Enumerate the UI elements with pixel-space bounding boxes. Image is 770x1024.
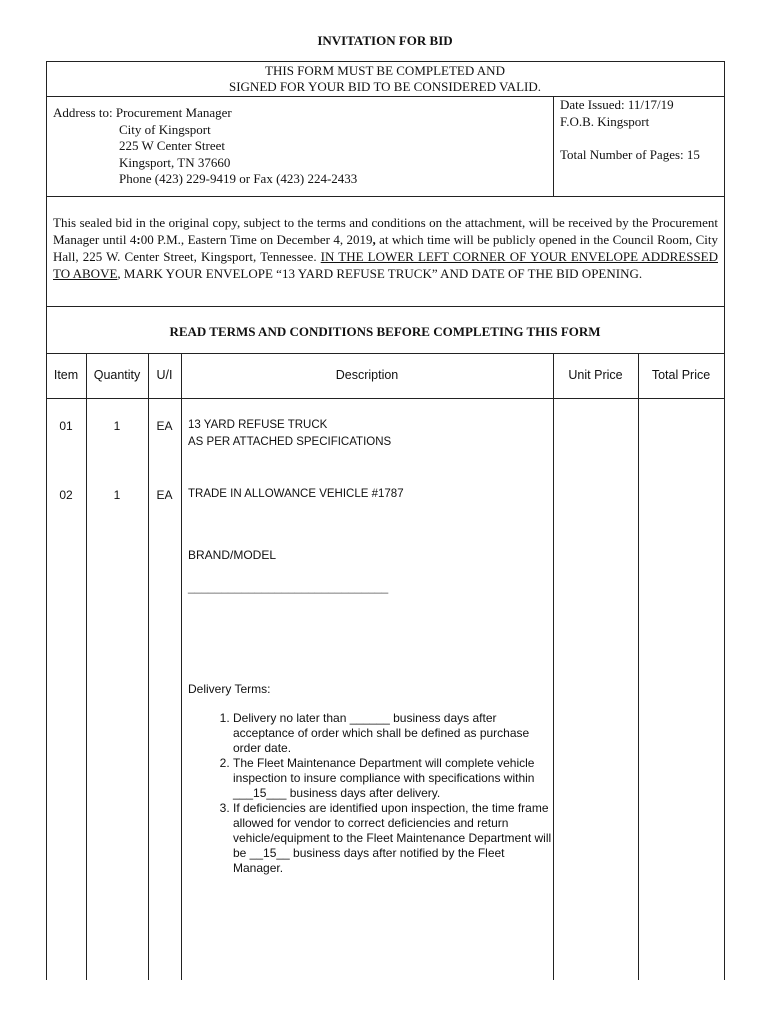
row-1-item: 01 (59, 419, 73, 433)
address-label-line (53, 105, 232, 122)
box-left-border (46, 61, 47, 980)
terms-heading: READ TERMS AND CONDITIONS BEFORE COMPLETING THIS FORM (169, 324, 601, 339)
address-phone: Phone (423) 229-9419 or Fax (423) 224-2433 (119, 171, 358, 186)
address-street: 225 W Center Street (119, 138, 226, 153)
header-row-divider (46, 398, 725, 399)
para-part-1: This sealed bid in the original copy, subject to the terms and conditions on the attachment, will be received by the Procurement Manager until 4 (53, 215, 718, 247)
para-part-2: 00 P.M., Eastern Time on December 4, 2019 (140, 232, 373, 247)
para-part-3: at which time will be publicly opened in the Council Room, City Hall, 225 W. Center Street, Kingsport, Tennessee. (53, 232, 718, 264)
document-title: INVITATION FOR BID (317, 33, 453, 48)
header-total-price: Total Price (651, 368, 711, 382)
row-1-desc-line-2: AS PER ATTACHED SPECIFICATIONS (188, 436, 392, 448)
address-org: City of Kingsport (119, 121, 211, 137)
header-unit: U/I (156, 368, 173, 382)
brand-model-label: BRAND/MODEL (188, 548, 277, 562)
col-line-unit (148, 353, 149, 980)
header-item: Item (53, 368, 79, 382)
col-line-total-price (638, 353, 639, 980)
brand-model-blank: ______________________________ (188, 580, 389, 594)
address-meta-divider (553, 96, 554, 196)
fob: F.O.B. Kingsport (560, 114, 650, 129)
box-right-border (724, 61, 725, 980)
header-quantity: Quantity (93, 368, 141, 382)
bid-instructions-paragraph (53, 214, 718, 282)
date-issued: Date Issued: 11/17/19 (560, 97, 674, 112)
address-divider (46, 196, 725, 197)
box-top-border (46, 61, 725, 62)
notice-line-2: SIGNED FOR YOUR BID TO BE CONSIDERED VALID. (228, 79, 542, 94)
delivery-term-3: 3. If deficiencies are identified upon inspection, the time frame allowed for vendor to correct deficiencies and return vehicle/equipment to the Fleet Maintenance Department will be __15__ business days after notified by the Fleet Manager. (233, 801, 553, 876)
notice-line-1: THIS FORM MUST BE COMPLETED AND (265, 63, 505, 78)
row-1-description (188, 417, 391, 451)
row-2-description: TRADE IN ALLOWANCE VEHICLE #1787 (188, 488, 404, 500)
row-1-quantity: 1 (113, 419, 121, 433)
delivery-terms-list (209, 711, 553, 876)
col-line-description (181, 353, 182, 980)
address-city: Kingsport, TN 37660 (119, 154, 231, 170)
para-comma: , (372, 232, 376, 247)
row-1-unit: EA (156, 419, 173, 433)
row-1-desc-line-1: 13 YARD REFUSE TRUCK (188, 419, 328, 431)
row-2-unit: EA (156, 488, 173, 502)
para-colon: : (136, 232, 141, 247)
col-line-quantity (86, 353, 87, 980)
address-name: Procurement Manager (115, 105, 232, 120)
delivery-terms-heading: Delivery Terms: (188, 682, 271, 696)
delivery-term-1: 1. Delivery no later than ______ business days after acceptance of order which shall be defined as purchase order date. (233, 711, 553, 756)
para-part-4: , MARK YOUR ENVELOPE “13 YARD REFUSE TRUCK” AND DATE OF THE BID OPENING. (117, 266, 643, 281)
header-unit-price: Unit Price (568, 368, 623, 382)
paragraph-divider (46, 306, 725, 307)
row-2-quantity: 1 (113, 488, 121, 502)
delivery-term-2: 2. The Fleet Maintenance Department will complete vehicle inspection to insure compliance with specifications within ___15___ business days after delivery. (233, 756, 553, 801)
header-description: Description (335, 368, 399, 382)
para-underlined: IN THE LOWER LEFT CORNER OF YOUR ENVELOPE ADDRESSED TO ABOVE (53, 249, 718, 281)
address-label: Address to: (53, 105, 113, 120)
total-pages: Total Number of Pages: 15 (560, 147, 700, 162)
row-2-item: 02 (59, 488, 73, 502)
col-line-unit-price (553, 353, 554, 980)
